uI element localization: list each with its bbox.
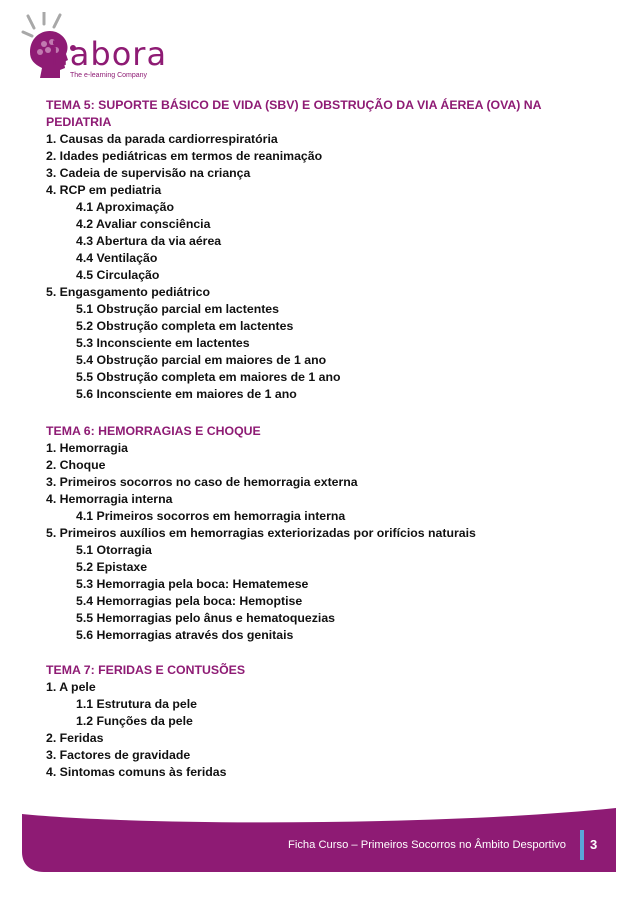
brand-tagline: The e-learning Company <box>70 72 148 79</box>
list-subitem: 4.1 Aproximação <box>76 200 174 214</box>
list-item: 1. A pele <box>46 680 96 694</box>
section-heading: TEMA 6: HEMORRAGIAS E CHOQUE <box>46 424 261 438</box>
list-subitem: 5.3 Hemorragia pela boca: Hematemese <box>76 577 309 591</box>
list-subitem: 1.2 Funções da pele <box>76 714 193 728</box>
list-subitem: 5.2 Epistaxe <box>76 560 148 574</box>
list-item: 3. Factores de gravidade <box>46 748 191 762</box>
list-item: 2. Feridas <box>46 731 104 745</box>
page-number: 3 <box>590 837 598 852</box>
list-subitem: 5.1 Otorragia <box>76 543 152 557</box>
course-content <box>46 97 606 781</box>
list-subitem: 4.2 Avaliar consciência <box>76 217 211 231</box>
list-item: 2. Choque <box>46 458 106 472</box>
section-spacer <box>46 644 606 662</box>
list-subitem: 5.1 Obstrução parcial em lactentes <box>76 302 279 316</box>
list-item: 4. RCP em pediatria <box>46 183 162 197</box>
section-heading: TEMA 5: SUPORTE BÁSICO DE VIDA (SBV) E OBSTRUÇÃO DA VIA ÁEREA (OVA) NA PEDIATRIA <box>46 98 542 129</box>
list-item: 4. Sintomas comuns às feridas <box>46 765 227 779</box>
footer-course-title: Ficha Curso – Primeiros Socorros no Âmbito Desportivo <box>288 839 566 851</box>
section-tema-5 <box>46 97 606 403</box>
list-subitem: 5.3 Inconsciente em lactentes <box>76 336 250 350</box>
list-subitem: 4.1 Primeiros socorros em hemorragia interna <box>76 509 346 523</box>
list-item: 4. Hemorragia interna <box>46 492 173 506</box>
list-subitem: 5.5 Obstrução completa em maiores de 1 ano <box>76 370 341 384</box>
brand-name: ilabora <box>50 35 168 73</box>
section-heading: TEMA 7: FERIDAS E CONTUSÕES <box>46 663 246 677</box>
list-item: 5. Primeiros auxílios em hemorragias exteriorizadas por orifícios naturais <box>46 526 476 540</box>
list-item: 3. Cadeia de supervisão na criança <box>46 166 251 180</box>
list-subitem: 4.3 Abertura da via aérea <box>76 234 222 248</box>
list-subitem: 5.4 Hemorragias pela boca: Hemoptise <box>76 594 303 608</box>
list-subitem: 5.4 Obstrução parcial em maiores de 1 ano <box>76 353 327 367</box>
list-item: 3. Primeiros socorros no caso de hemorragia externa <box>46 475 358 489</box>
section-tema-7 <box>46 662 606 781</box>
list-subitem: 5.6 Inconsciente em maiores de 1 ano <box>76 387 297 401</box>
footer-separator <box>580 830 584 860</box>
list-subitem: 4.4 Ventilação <box>76 251 158 265</box>
list-subitem: 1.1 Estrutura da pele <box>76 697 197 711</box>
list-item: 1. Causas da parada cardiorrespiratória <box>46 132 278 146</box>
list-item: 5. Engasgamento pediátrico <box>46 285 210 299</box>
section-tema-6 <box>46 423 606 644</box>
list-subitem: 5.2 Obstrução completa em lactentes <box>76 319 294 333</box>
list-item: 1. Hemorragia <box>46 441 129 455</box>
page-footer <box>22 808 616 872</box>
section-spacer <box>46 403 606 421</box>
list-subitem: 4.5 Circulação <box>76 268 160 282</box>
list-subitem: 5.6 Hemorragias através dos genitais <box>76 628 294 642</box>
list-item: 2. Idades pediátricas em termos de reanimação <box>46 149 323 163</box>
ilabora-logo <box>20 12 180 82</box>
list-subitem: 5.5 Hemorragias pelo ânus e hematoquezias <box>76 611 336 625</box>
